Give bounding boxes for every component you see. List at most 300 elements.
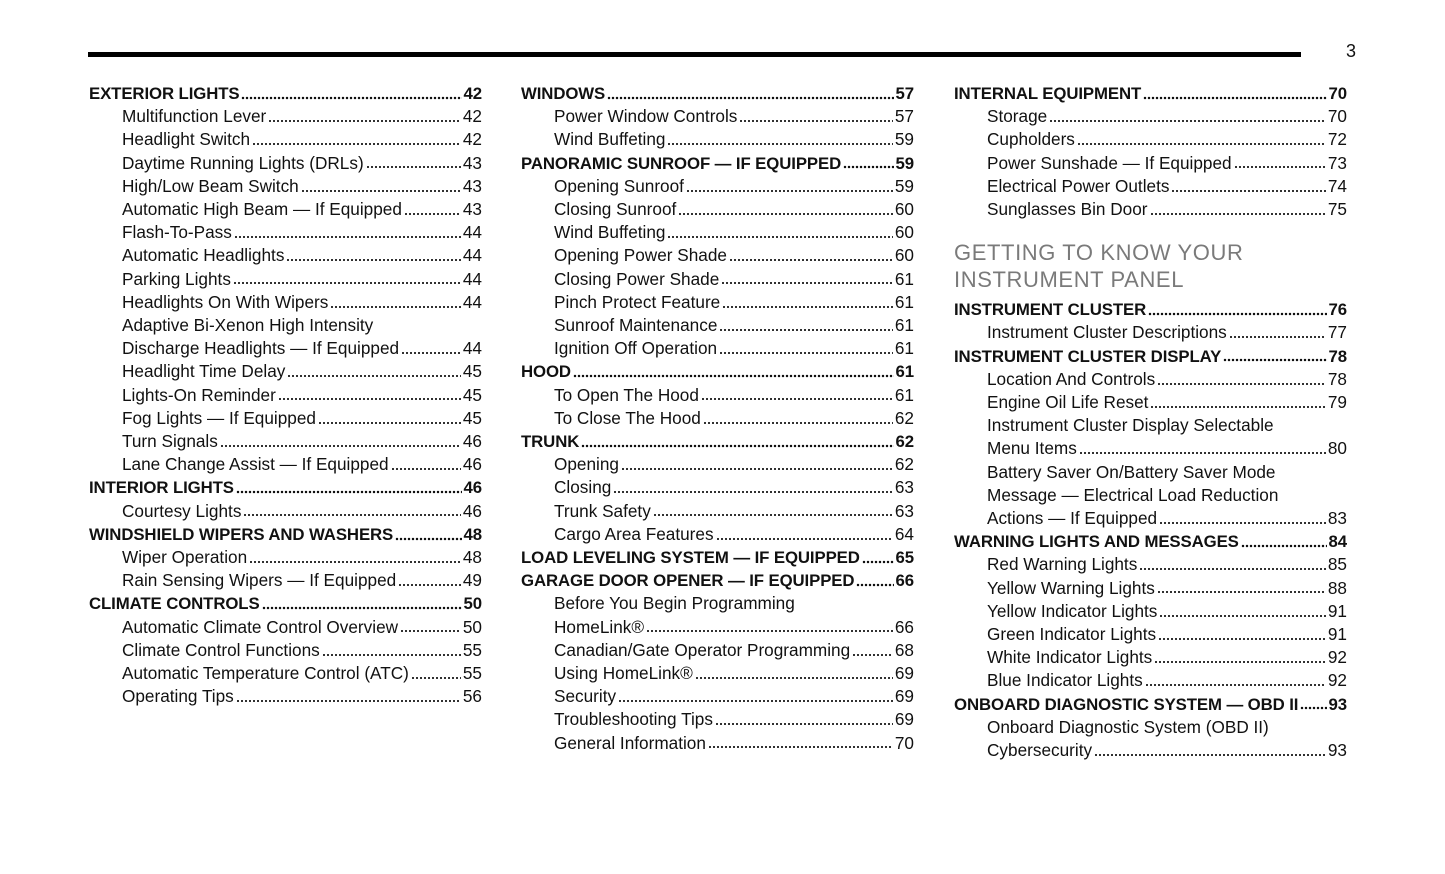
- toc-entry-label: Wind Buffeting: [554, 129, 666, 150]
- toc-entry-label: PANORAMIC SUNROOF — IF EQUIPPED: [521, 153, 842, 173]
- dot-leader: [220, 443, 461, 448]
- toc-page-number: 63: [894, 477, 914, 498]
- toc-page-number: 91: [1327, 600, 1347, 621]
- toc-entry-label: CLIMATE CONTROLS: [89, 594, 260, 614]
- toc-entry[interactable]: [89, 152, 482, 175]
- toc-section-heading[interactable]: [89, 82, 482, 105]
- toc-page-number: 92: [1327, 647, 1347, 668]
- toc-page-number: 46: [463, 478, 482, 498]
- toc-entry[interactable]: [954, 577, 1347, 600]
- dot-leader: [401, 350, 461, 355]
- toc-entry[interactable]: [954, 105, 1347, 128]
- dot-leader: [1148, 311, 1326, 316]
- dot-leader: [1145, 683, 1326, 688]
- toc-entry-label: Yellow Warning Lights: [987, 577, 1155, 598]
- dot-leader: [322, 652, 461, 657]
- toc-entry[interactable]: [89, 221, 482, 244]
- toc-entry[interactable]: [954, 623, 1347, 646]
- dot-leader: [739, 118, 892, 123]
- dot-leader: [729, 258, 893, 263]
- toc-entry-continuation: Instrument Cluster Display Selectable: [987, 415, 1274, 436]
- toc-entry-label: LOAD LEVELING SYSTEM — IF EQUIPPED: [521, 548, 860, 568]
- toc-entry[interactable]: [521, 337, 914, 360]
- toc-entry[interactable]: [89, 453, 482, 476]
- toc-entry-label: Lane Change Assist — If Equipped: [122, 454, 389, 475]
- toc-entry-label: Headlight Time Delay: [122, 361, 286, 382]
- dot-leader: [856, 582, 893, 587]
- dot-leader: [708, 745, 893, 750]
- dot-leader: [716, 536, 893, 541]
- dot-leader: [301, 188, 461, 193]
- toc-entry-label: Opening Sunroof: [554, 175, 684, 196]
- toc-entry[interactable]: [89, 360, 482, 383]
- toc-entry[interactable]: [954, 437, 1347, 460]
- toc-entry[interactable]: [89, 685, 482, 708]
- toc-page-number: 72: [1327, 129, 1347, 150]
- toc-page-number: 70: [1327, 106, 1347, 127]
- toc-entry-label: Automatic Temperature Control (ATC): [122, 663, 409, 684]
- dot-leader: [241, 95, 461, 100]
- toc-section-heading[interactable]: [521, 360, 914, 383]
- toc-section-heading[interactable]: [89, 523, 482, 546]
- toc-page-number: 79: [1327, 392, 1347, 413]
- toc-entry[interactable]: [89, 128, 482, 151]
- toc-entry-label: Cupholders: [987, 129, 1075, 150]
- dot-leader: [278, 397, 461, 402]
- dot-leader: [268, 118, 461, 123]
- toc-entry-label: Electrical Power Outlets: [987, 175, 1170, 196]
- toc-entry[interactable]: [521, 175, 914, 198]
- toc-page-number: 69: [894, 709, 914, 730]
- dot-leader: [1139, 567, 1326, 572]
- dot-leader: [722, 304, 893, 309]
- dot-leader: [695, 675, 893, 680]
- dot-leader: [1154, 659, 1326, 664]
- toc-entry-label: WARNING LIGHTS AND MESSAGES: [954, 532, 1239, 552]
- dot-leader: [653, 513, 893, 518]
- toc-page-number: 66: [895, 571, 914, 591]
- dot-leader: [852, 652, 893, 657]
- toc-page-number: 78: [1327, 368, 1347, 389]
- toc-column-2: [521, 82, 914, 755]
- toc-page-number: 70: [894, 732, 914, 753]
- dot-leader: [1077, 142, 1326, 147]
- toc-entry[interactable]: [954, 600, 1347, 623]
- toc-entry-label: Sunglasses Bin Door: [987, 199, 1148, 220]
- dot-leader: [686, 188, 893, 193]
- toc-entry[interactable]: [521, 476, 914, 499]
- toc-section-heading[interactable]: [954, 82, 1347, 105]
- toc-page-number: 61: [894, 291, 914, 312]
- toc-page-number: 55: [462, 639, 482, 660]
- toc-page-number: 61: [894, 315, 914, 336]
- toc-entry-label: Wind Buffeting: [554, 222, 666, 243]
- toc-page-number: 42: [462, 129, 482, 150]
- toc-entry[interactable]: [954, 553, 1347, 576]
- toc-entry[interactable]: [521, 685, 914, 708]
- toc-page-number: 59: [894, 175, 914, 196]
- toc-entry-label: Actions — If Equipped: [987, 508, 1158, 529]
- toc-entry-label: Rain Sensing Wipers — If Equipped: [122, 570, 397, 591]
- toc-entry-label: To Close The Hood: [554, 407, 701, 428]
- toc-entry[interactable]: [89, 198, 482, 221]
- toc-page-number: 83: [1327, 508, 1347, 529]
- toc-section-heading[interactable]: [521, 82, 914, 105]
- page-number: 3: [1345, 41, 1356, 61]
- dot-leader: [262, 606, 462, 611]
- toc-entry-label: Green Indicator Lights: [987, 624, 1157, 645]
- dot-leader: [236, 698, 461, 703]
- toc-page-number: 59: [894, 129, 914, 150]
- toc-page-number: 43: [462, 175, 482, 196]
- toc-entry[interactable]: [89, 407, 482, 430]
- toc-entry-label: Security: [554, 686, 617, 707]
- toc-entry[interactable]: [89, 569, 482, 592]
- toc-page-number: 57: [895, 84, 914, 103]
- dot-leader: [1150, 211, 1326, 216]
- toc-entry-label: HOOD: [521, 362, 571, 382]
- dot-leader: [1159, 613, 1325, 618]
- toc-page-number: 88: [1327, 577, 1347, 598]
- toc-entry-label: HomeLink®: [554, 616, 645, 637]
- toc-entry-label: Pinch Protect Feature: [554, 291, 721, 312]
- toc-entry[interactable]: [521, 639, 914, 662]
- toc-entry-label: Automatic Climate Control Overview: [122, 616, 399, 637]
- toc-entry-label: Blue Indicator Lights: [987, 670, 1143, 691]
- toc-page-number: 59: [895, 153, 914, 173]
- toc-entry-label: Trunk Safety: [554, 500, 651, 521]
- toc-entry[interactable]: [89, 639, 482, 662]
- dot-leader: [862, 559, 894, 564]
- dot-leader: [646, 629, 893, 634]
- toc-section-heading[interactable]: [521, 546, 914, 569]
- toc-page-number: 63: [894, 500, 914, 521]
- header-rule: [88, 52, 1301, 57]
- toc-entry-label: General Information: [554, 732, 706, 753]
- toc-entry-label: Lights-On Reminder: [122, 384, 276, 405]
- toc-page-number: 64: [894, 523, 914, 544]
- toc-entry-continuation: Before You Begin Programming: [554, 593, 795, 614]
- dot-leader: [252, 142, 461, 147]
- toc-entry-label: Engine Oil Life Reset: [987, 392, 1149, 413]
- toc-page-number: 60: [894, 245, 914, 266]
- dot-leader: [721, 281, 893, 286]
- toc-section-heading[interactable]: [89, 592, 482, 615]
- dot-leader: [678, 211, 893, 216]
- toc-entry-label: To Open The Hood: [554, 384, 699, 405]
- toc-entry[interactable]: [521, 128, 914, 151]
- dot-leader: [1143, 95, 1326, 100]
- toc-entry-label: Multifunction Lever: [122, 106, 267, 127]
- toc-entry-label: Power Sunshade — If Equipped: [987, 152, 1232, 173]
- toc-page-number: 93: [1328, 694, 1347, 714]
- toc-page-number: 45: [462, 384, 482, 405]
- dot-leader: [318, 420, 461, 425]
- toc-entry-continuation: Battery Saver On/Battery Saver Mode: [987, 461, 1276, 482]
- toc-entry-label: INTERNAL EQUIPMENT: [954, 84, 1142, 103]
- dot-leader: [330, 304, 461, 309]
- toc-entry-label: EXTERIOR LIGHTS: [89, 84, 240, 103]
- toc-page-number: 85: [1327, 554, 1347, 575]
- toc-page-number: 48: [462, 547, 482, 568]
- toc-entry[interactable]: [521, 500, 914, 523]
- toc-entry[interactable]: [521, 244, 914, 267]
- toc-entry-label: Cargo Area Features: [554, 523, 714, 544]
- toc-section-heading[interactable]: [521, 430, 914, 453]
- section-title: [954, 239, 1347, 293]
- dot-leader: [1223, 358, 1326, 363]
- toc-entry[interactable]: [89, 105, 482, 128]
- toc-entry-label: Power Window Controls: [554, 106, 738, 127]
- toc-entry-label: Sunroof Maintenance: [554, 315, 718, 336]
- dot-leader: [1171, 188, 1325, 193]
- toc-entry-label: Opening Power Shade: [554, 245, 727, 266]
- toc-entry-label: Headlight Switch: [122, 129, 251, 150]
- toc-entry-label: Using HomeLink®: [554, 663, 693, 684]
- dot-leader: [411, 675, 461, 680]
- toc-entry[interactable]: [521, 616, 914, 639]
- toc-entry[interactable]: [89, 244, 482, 267]
- dot-leader: [395, 536, 461, 541]
- toc-entry[interactable]: [89, 268, 482, 291]
- toc-page-number: 55: [462, 663, 482, 684]
- dot-leader: [1300, 706, 1326, 711]
- toc-entry[interactable]: [954, 175, 1347, 198]
- toc-entry[interactable]: [89, 546, 482, 569]
- dot-leader: [1241, 543, 1327, 548]
- toc-entry-label: ONBOARD DIAGNOSTIC SYSTEM — OBD II: [954, 694, 1299, 714]
- section-title-line: GETTING TO KNOW YOUR: [954, 240, 1244, 266]
- toc-entry[interactable]: [954, 368, 1347, 391]
- toc-page-number: 50: [463, 594, 482, 614]
- toc-entry[interactable]: [89, 430, 482, 453]
- toc-entry-label: Ignition Off Operation: [554, 338, 718, 359]
- toc-page-number: 46: [462, 500, 482, 521]
- toc-page-number: 44: [462, 245, 482, 266]
- section-title-line: INSTRUMENT PANEL: [954, 267, 1185, 293]
- dot-leader: [1150, 404, 1325, 409]
- dot-leader: [667, 234, 892, 239]
- toc-entry[interactable]: [89, 175, 482, 198]
- toc-page-number: 92: [1327, 670, 1347, 691]
- toc-entry-label: Menu Items: [987, 438, 1077, 459]
- toc-entry-label: Operating Tips: [122, 686, 234, 707]
- toc-entry-label: Parking Lights: [122, 268, 231, 289]
- toc-entry[interactable]: [954, 152, 1347, 175]
- toc-entry[interactable]: [521, 453, 914, 476]
- dot-leader: [719, 327, 892, 332]
- toc-entry-label: Closing Power Shade: [554, 268, 720, 289]
- toc-page-number: 48: [463, 524, 482, 544]
- toc-page-number: 60: [894, 222, 914, 243]
- toc-entry[interactable]: [89, 384, 482, 407]
- toc-entry[interactable]: [89, 500, 482, 523]
- toc-entry-label: INSTRUMENT CLUSTER: [954, 300, 1147, 320]
- dot-leader: [1049, 118, 1326, 123]
- toc-entry[interactable]: [521, 268, 914, 291]
- toc-page-number: 43: [462, 152, 482, 173]
- toc-section-heading[interactable]: [954, 530, 1347, 553]
- toc-page-number: 62: [895, 432, 914, 452]
- toc-entry[interactable]: [89, 337, 482, 360]
- toc-entry[interactable]: [521, 708, 914, 731]
- toc-page-number: 57: [894, 106, 914, 127]
- dot-leader: [618, 698, 893, 703]
- toc-entry-label: INTERIOR LIGHTS: [89, 478, 234, 498]
- dot-leader: [667, 142, 892, 147]
- toc-entry-label: Headlights On With Wipers: [122, 291, 329, 312]
- toc-entry-label: Storage: [987, 106, 1048, 127]
- dot-leader: [719, 350, 893, 355]
- dot-leader: [286, 258, 460, 263]
- toc-entry-label: Automatic High Beam — If Equipped: [122, 199, 402, 220]
- dot-leader: [366, 165, 461, 170]
- toc-page-number: 73: [1327, 152, 1347, 173]
- toc-entry[interactable]: [521, 523, 914, 546]
- dot-leader: [400, 629, 461, 634]
- toc-page-number: 62: [894, 407, 914, 428]
- dot-leader: [404, 211, 461, 216]
- toc-page-number: 42: [463, 84, 482, 103]
- toc-entry-label: WINDSHIELD WIPERS AND WASHERS: [89, 524, 394, 544]
- dot-leader: [249, 559, 461, 564]
- toc-page-number: 62: [894, 454, 914, 475]
- dot-leader: [607, 95, 893, 100]
- toc-entry-label: Wiper Operation: [122, 547, 248, 568]
- toc-entry-label: Instrument Cluster Descriptions: [987, 322, 1227, 343]
- dot-leader: [1157, 590, 1326, 595]
- toc-entry-label: Yellow Indicator Lights: [987, 600, 1158, 621]
- dot-leader: [703, 420, 893, 425]
- dot-leader: [715, 722, 893, 727]
- toc-page-number: 75: [1327, 199, 1347, 220]
- toc-entry[interactable]: [954, 128, 1347, 151]
- toc-column-1: [89, 82, 482, 708]
- dot-leader: [287, 374, 461, 379]
- toc-entry[interactable]: [521, 105, 914, 128]
- toc-page-number: 45: [462, 361, 482, 382]
- dot-leader: [1094, 752, 1326, 757]
- toc-column-3: [954, 82, 1347, 762]
- toc-entry-label: Canadian/Gate Operator Programming: [554, 639, 851, 660]
- toc-entry[interactable]: [954, 321, 1347, 344]
- toc-entry-label: Closing: [554, 477, 612, 498]
- dot-leader: [1159, 520, 1326, 525]
- toc-entry-label: WINDOWS: [521, 84, 606, 103]
- toc-page-number: 46: [462, 431, 482, 452]
- toc-page-number: 61: [895, 362, 914, 382]
- dot-leader: [398, 582, 461, 587]
- toc-entry-label: Troubleshooting Tips: [554, 709, 713, 730]
- toc-page-number: 60: [894, 199, 914, 220]
- toc-entry-label: Automatic Headlights: [122, 245, 285, 266]
- toc-entry[interactable]: [954, 198, 1347, 221]
- toc-page-number: 76: [1328, 300, 1347, 320]
- toc-entry[interactable]: [954, 669, 1347, 692]
- toc-entry[interactable]: [521, 407, 914, 430]
- toc-page-number: 66: [894, 616, 914, 637]
- toc-page-number: 44: [462, 222, 482, 243]
- toc-entry-label: Location And Controls: [987, 368, 1156, 389]
- toc-entry[interactable]: [89, 616, 482, 639]
- toc-entry-label: White Indicator Lights: [987, 647, 1153, 668]
- toc-entry[interactable]: [89, 291, 482, 314]
- dot-leader: [573, 374, 894, 379]
- toc-section-heading[interactable]: [954, 345, 1347, 368]
- toc-page-number: 68: [894, 639, 914, 660]
- toc-entry[interactable]: [521, 314, 914, 337]
- toc-entry-label: Discharge Headlights — If Equipped: [122, 338, 400, 359]
- toc-section-heading[interactable]: [954, 298, 1347, 321]
- toc-section-heading[interactable]: [89, 476, 482, 499]
- toc-entry-label: Daytime Running Lights (DRLs): [122, 152, 364, 173]
- toc-entry-label: GARAGE DOOR OPENER — IF EQUIPPED: [521, 571, 855, 591]
- toc-page-number: 91: [1327, 624, 1347, 645]
- toc-entry-label: Cybersecurity: [987, 740, 1093, 761]
- toc-entry-label: INSTRUMENT CLUSTER DISPLAY: [954, 346, 1222, 366]
- dot-leader: [581, 443, 893, 448]
- toc-entry[interactable]: [521, 221, 914, 244]
- toc-entry[interactable]: [521, 662, 914, 685]
- toc-entry-label: Onboard Diagnostic System (OBD II): [987, 716, 1269, 737]
- toc-entry[interactable]: [521, 291, 914, 314]
- toc-section-heading[interactable]: [521, 569, 914, 592]
- dot-leader: [1234, 165, 1326, 170]
- dot-leader: [1158, 636, 1326, 641]
- dot-leader: [621, 466, 893, 471]
- toc-entry[interactable]: [954, 716, 1347, 739]
- toc-entry-continuation: Message — Electrical Load Reduction: [987, 484, 1279, 505]
- toc-page-number: 74: [1327, 175, 1347, 196]
- toc-entry-label: Closing Sunroof: [554, 199, 677, 220]
- toc-page-number: 46: [462, 454, 482, 475]
- toc-page-number: 61: [894, 338, 914, 359]
- dot-leader: [243, 513, 460, 518]
- toc-page-number: 44: [462, 338, 482, 359]
- toc-page-number: 43: [462, 199, 482, 220]
- dot-leader: [843, 165, 893, 170]
- toc-entry-label: Courtesy Lights: [122, 500, 242, 521]
- dot-leader: [234, 234, 461, 239]
- dot-leader: [236, 490, 462, 495]
- toc-page-number: 69: [894, 663, 914, 684]
- toc-entry-label: Fog Lights — If Equipped: [122, 407, 316, 428]
- dot-leader: [613, 490, 893, 495]
- toc-entry[interactable]: [521, 384, 914, 407]
- toc-entry[interactable]: [521, 732, 914, 755]
- toc-section-heading[interactable]: [954, 693, 1347, 716]
- toc-page-number: 80: [1327, 438, 1347, 459]
- toc-page-number: 65: [895, 548, 914, 568]
- toc-entry[interactable]: [89, 662, 482, 685]
- toc-page-number: 45: [462, 407, 482, 428]
- toc-entry-label: Turn Signals: [122, 431, 218, 452]
- toc-entry[interactable]: [954, 507, 1347, 530]
- dot-leader: [1157, 381, 1326, 386]
- dot-leader: [1229, 335, 1326, 340]
- toc-entry[interactable]: [954, 739, 1347, 762]
- toc-entry-label: Red Warning Lights: [987, 554, 1138, 575]
- toc-entry[interactable]: [954, 391, 1347, 414]
- toc-entry-label: TRUNK: [521, 432, 580, 452]
- toc-page-number: 44: [462, 268, 482, 289]
- toc-section-heading[interactable]: [521, 152, 914, 175]
- toc-page-number: 70: [1328, 84, 1347, 103]
- toc-entry[interactable]: [521, 198, 914, 221]
- toc-entry[interactable]: [954, 646, 1347, 669]
- toc-entry-label: Climate Control Functions: [122, 639, 320, 660]
- dot-leader: [1079, 451, 1326, 456]
